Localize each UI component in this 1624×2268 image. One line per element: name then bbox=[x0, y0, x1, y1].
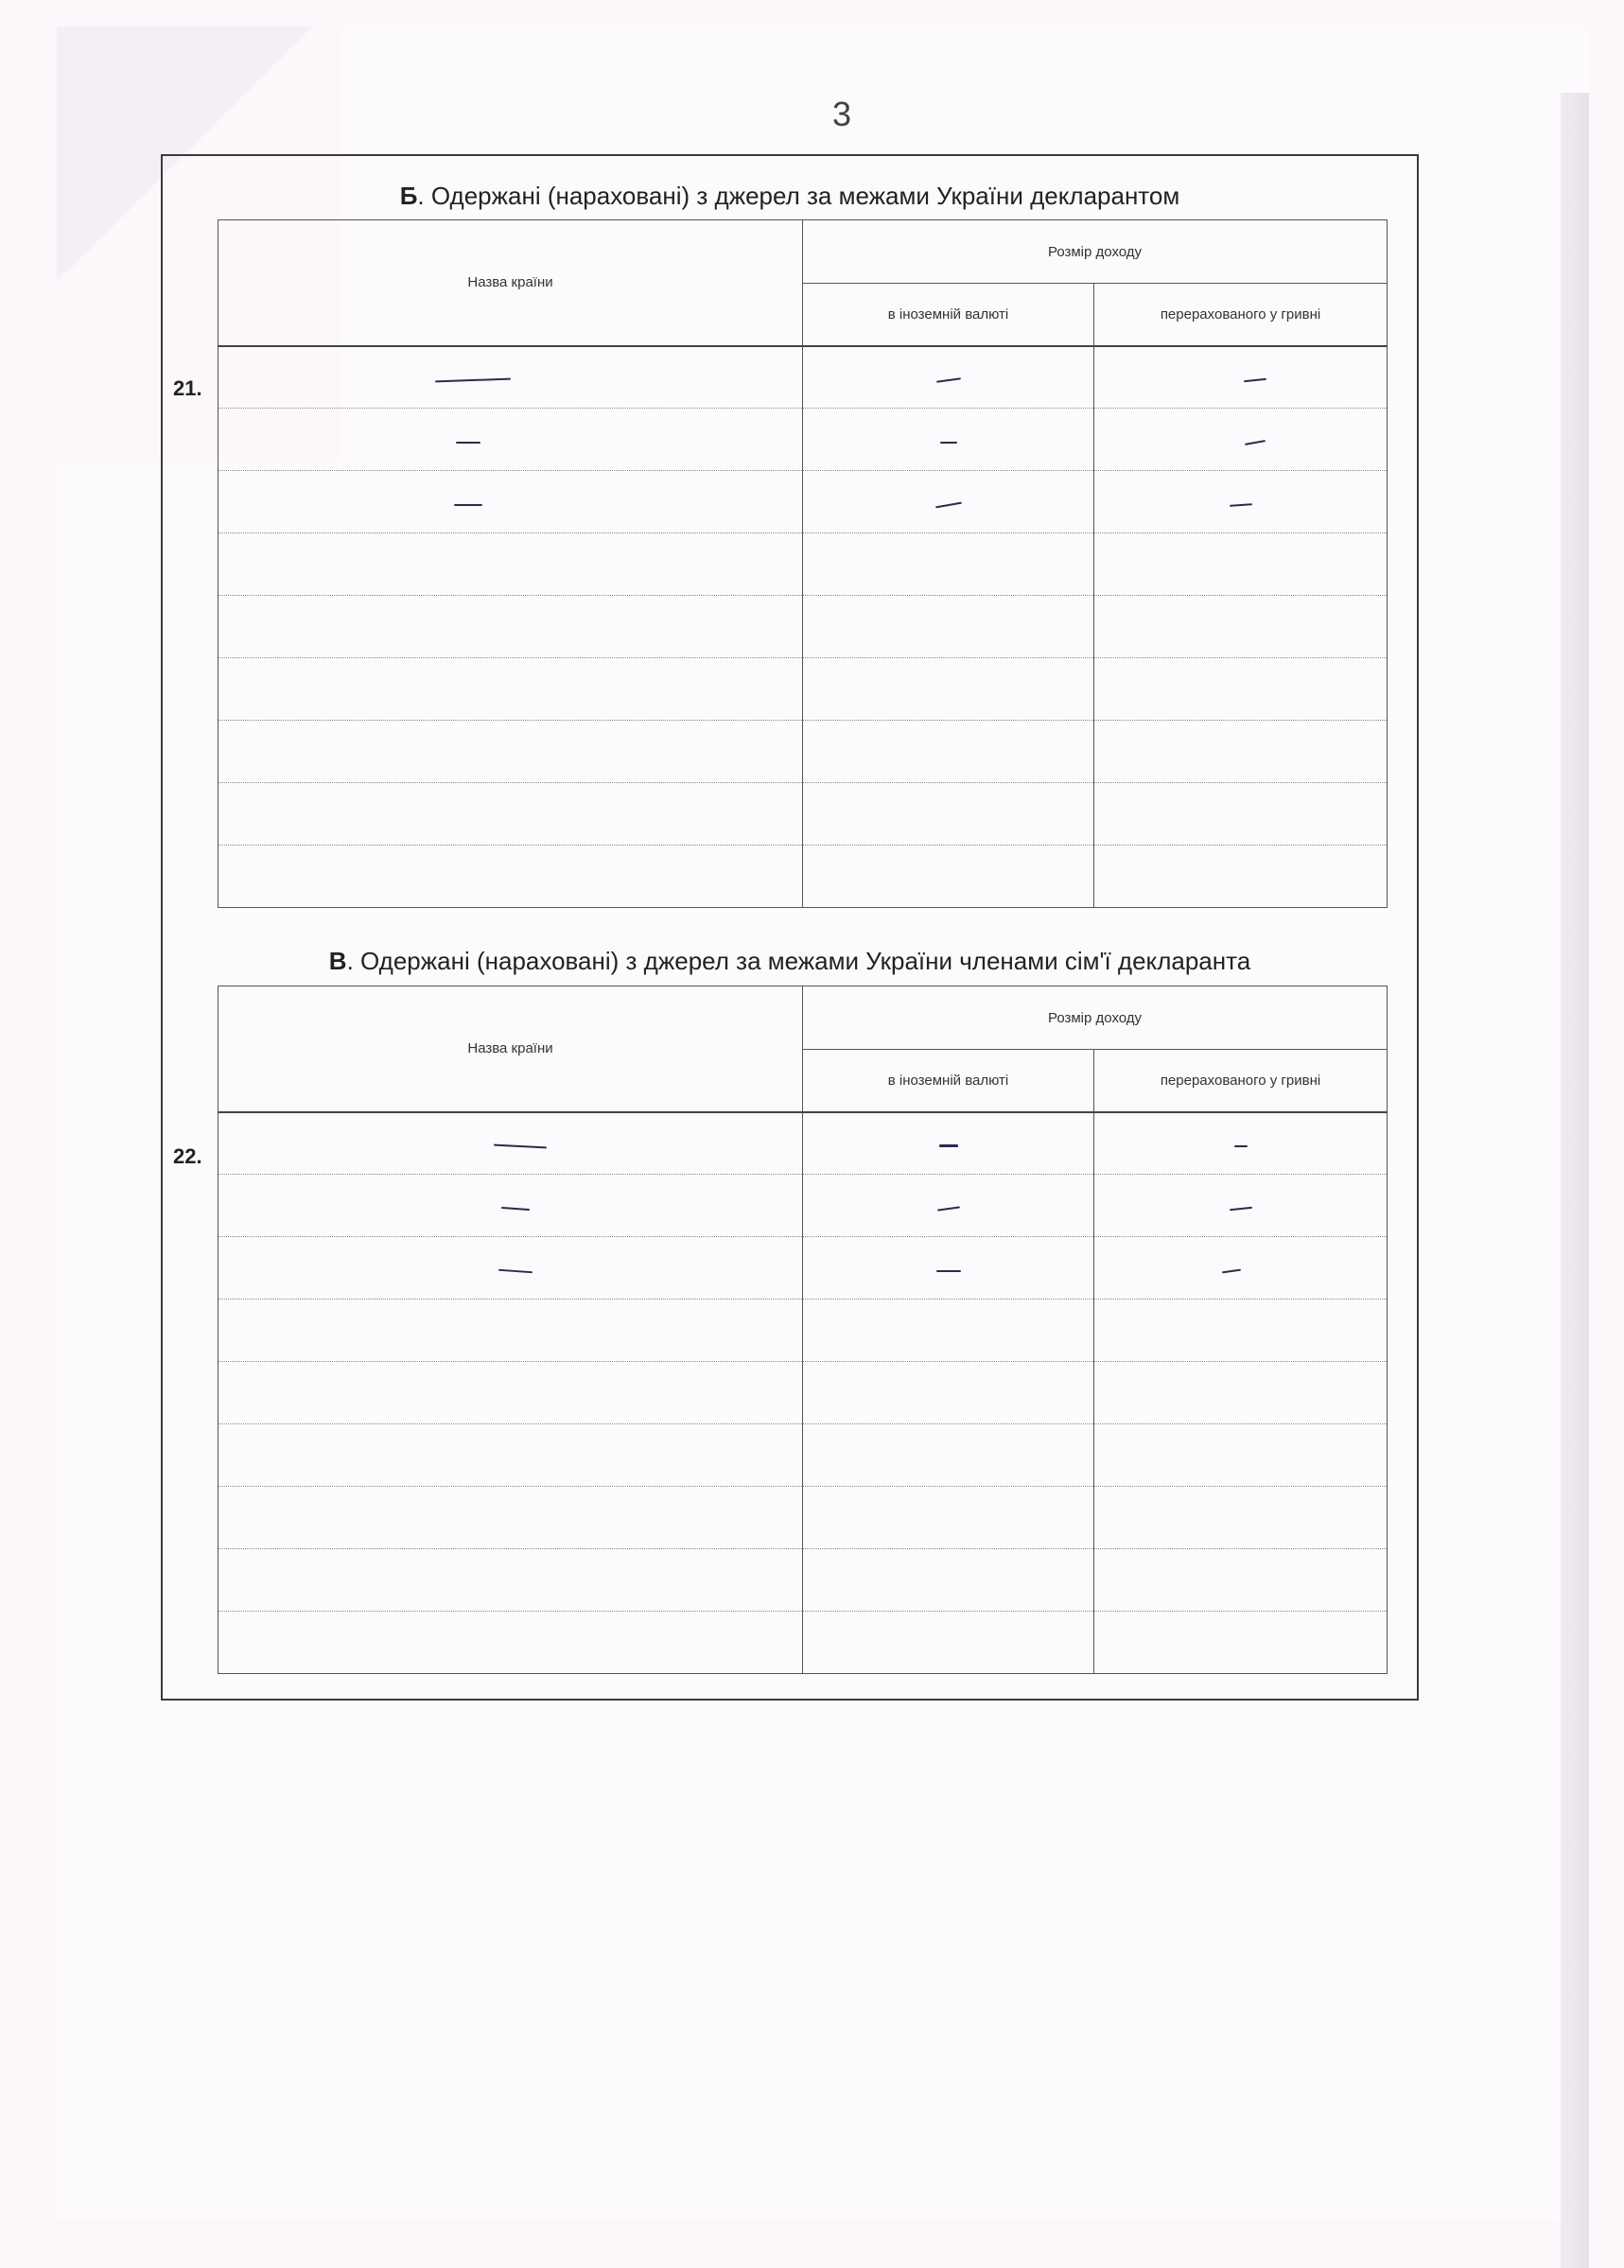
cell-country[interactable] bbox=[218, 1237, 803, 1300]
cell-country[interactable] bbox=[218, 409, 803, 471]
table-row bbox=[218, 1300, 1388, 1362]
cell-foreign[interactable] bbox=[803, 533, 1094, 596]
cell-country[interactable] bbox=[218, 346, 803, 409]
cell-foreign[interactable] bbox=[803, 1362, 1094, 1424]
header-income-size: Розмір доходу bbox=[803, 220, 1388, 284]
cell-uah[interactable] bbox=[1094, 409, 1388, 471]
handwritten-dash bbox=[500, 1207, 529, 1211]
header-foreign-currency: в іноземній валюті bbox=[803, 1050, 1094, 1112]
section-b-title bbox=[161, 182, 1419, 211]
table-row bbox=[218, 1175, 1388, 1237]
header-income-size: Розмір доходу bbox=[803, 986, 1388, 1050]
header-in-uah: перерахованого у гривні bbox=[1094, 1050, 1388, 1112]
cell-uah[interactable] bbox=[1094, 1300, 1388, 1362]
cell-country[interactable] bbox=[218, 1612, 803, 1674]
cell-country[interactable] bbox=[218, 846, 803, 908]
header-country: Назва країни bbox=[218, 986, 803, 1112]
cell-foreign[interactable] bbox=[803, 1487, 1094, 1549]
handwritten-dash bbox=[1244, 440, 1265, 445]
header-foreign-currency: в іноземній валюті bbox=[803, 284, 1094, 346]
table-row bbox=[218, 658, 1388, 721]
handwritten-dash bbox=[1243, 378, 1266, 382]
handwritten-dash bbox=[1229, 1207, 1251, 1211]
cell-country[interactable] bbox=[218, 1424, 803, 1487]
handwritten-dash bbox=[935, 377, 960, 383]
handwritten-dash bbox=[936, 1270, 961, 1272]
header-in-uah: перерахованого у гривні bbox=[1094, 284, 1388, 346]
header-country: Назва країни bbox=[218, 220, 803, 346]
table-row bbox=[218, 1237, 1388, 1300]
handwritten-dash bbox=[939, 1144, 958, 1147]
cell-uah[interactable] bbox=[1094, 1612, 1388, 1674]
cell-country[interactable] bbox=[218, 471, 803, 533]
row-number-22: 22. bbox=[173, 1144, 202, 1168]
cell-country[interactable] bbox=[218, 1175, 803, 1237]
handwritten-dash bbox=[454, 504, 482, 506]
cell-uah[interactable] bbox=[1094, 846, 1388, 908]
table-row bbox=[218, 1424, 1388, 1487]
cell-country[interactable] bbox=[218, 721, 803, 783]
cell-uah[interactable] bbox=[1094, 1112, 1388, 1175]
cell-country[interactable] bbox=[218, 1300, 803, 1362]
cell-uah[interactable] bbox=[1094, 1424, 1388, 1487]
cell-country[interactable] bbox=[218, 1112, 803, 1175]
cell-foreign[interactable] bbox=[803, 1300, 1094, 1362]
table-row bbox=[218, 783, 1388, 846]
cell-country[interactable] bbox=[218, 1487, 803, 1549]
cell-foreign[interactable] bbox=[803, 1175, 1094, 1237]
table-row bbox=[218, 846, 1388, 908]
table-row bbox=[218, 409, 1388, 471]
page-number: 3 bbox=[831, 95, 852, 133]
handwritten-dash bbox=[936, 1206, 959, 1211]
table-row bbox=[218, 1112, 1388, 1175]
cell-country[interactable] bbox=[218, 1549, 803, 1612]
section-v-title-text: . Одержані (нараховані) з джерел за межами України членами сім'ї декларанта bbox=[346, 947, 1251, 975]
cell-country[interactable] bbox=[218, 1362, 803, 1424]
cell-foreign[interactable] bbox=[803, 1237, 1094, 1300]
cell-foreign[interactable] bbox=[803, 1424, 1094, 1487]
cell-foreign[interactable] bbox=[803, 1112, 1094, 1175]
cell-uah[interactable] bbox=[1094, 783, 1388, 846]
section-v-table bbox=[218, 986, 1388, 1674]
cell-country[interactable] bbox=[218, 783, 803, 846]
cell-country[interactable] bbox=[218, 596, 803, 658]
section-v-title bbox=[161, 947, 1419, 976]
cell-uah[interactable] bbox=[1094, 346, 1388, 409]
handwritten-dash bbox=[935, 502, 962, 509]
table-row bbox=[218, 1612, 1388, 1674]
handwritten-dash bbox=[1221, 1269, 1240, 1274]
cell-country[interactable] bbox=[218, 533, 803, 596]
table-row bbox=[218, 533, 1388, 596]
cell-uah[interactable] bbox=[1094, 471, 1388, 533]
cell-foreign[interactable] bbox=[803, 1612, 1094, 1674]
table-row bbox=[218, 471, 1388, 533]
table-row bbox=[218, 596, 1388, 658]
handwritten-dash bbox=[940, 442, 957, 444]
page-edge bbox=[1561, 93, 1589, 2268]
table-row bbox=[218, 1487, 1388, 1549]
section-v-letter: В bbox=[328, 947, 347, 975]
cell-uah[interactable] bbox=[1094, 1549, 1388, 1612]
table-row bbox=[218, 346, 1388, 409]
handwritten-dash bbox=[1234, 1145, 1248, 1147]
handwritten-dash bbox=[498, 1269, 532, 1274]
table-row bbox=[218, 721, 1388, 783]
cell-foreign[interactable] bbox=[803, 721, 1094, 783]
cell-foreign[interactable] bbox=[803, 346, 1094, 409]
row-number-21: 21. bbox=[173, 376, 202, 400]
cell-uah[interactable] bbox=[1094, 658, 1388, 721]
handwritten-dash bbox=[1229, 503, 1251, 507]
cell-uah[interactable] bbox=[1094, 721, 1388, 783]
cell-country[interactable] bbox=[218, 658, 803, 721]
cell-foreign[interactable] bbox=[803, 471, 1094, 533]
section-b-letter: Б bbox=[399, 182, 418, 210]
section-b-table bbox=[218, 219, 1388, 908]
cell-uah[interactable] bbox=[1094, 1237, 1388, 1300]
handwritten-dash bbox=[493, 1144, 546, 1149]
handwritten-dash bbox=[434, 378, 510, 383]
cell-foreign[interactable] bbox=[803, 1549, 1094, 1612]
cell-foreign[interactable] bbox=[803, 658, 1094, 721]
cell-uah[interactable] bbox=[1094, 596, 1388, 658]
cell-foreign[interactable] bbox=[803, 783, 1094, 846]
cell-uah[interactable] bbox=[1094, 1487, 1388, 1549]
cell-foreign[interactable] bbox=[803, 846, 1094, 908]
table-row bbox=[218, 1362, 1388, 1424]
cell-uah[interactable] bbox=[1094, 1362, 1388, 1424]
section-b-title-text: . Одержані (нараховані) з джерел за межами України декларантом bbox=[417, 182, 1180, 210]
cell-uah[interactable] bbox=[1094, 1175, 1388, 1237]
cell-foreign[interactable] bbox=[803, 596, 1094, 658]
handwritten-dash bbox=[456, 442, 480, 444]
cell-foreign[interactable] bbox=[803, 409, 1094, 471]
cell-uah[interactable] bbox=[1094, 533, 1388, 596]
table-row bbox=[218, 1549, 1388, 1612]
